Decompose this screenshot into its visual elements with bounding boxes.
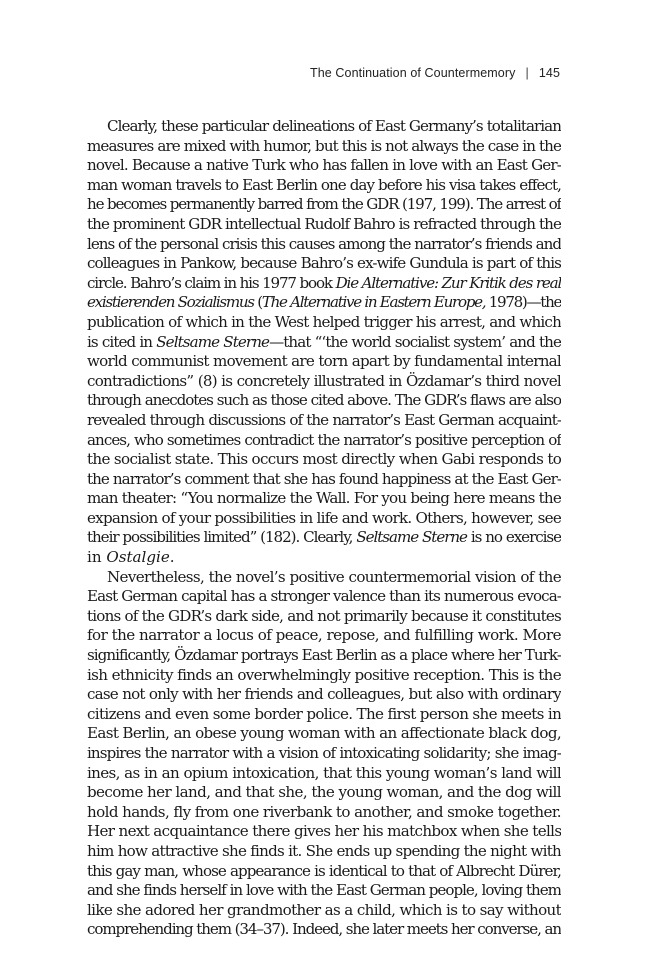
text-line: man woman travels to East Berlin one day before his visa takes effect,: [87, 175, 561, 194]
page-number: 145: [538, 66, 560, 80]
novel-title-italic: Seltsame Sterne: [156, 332, 270, 351]
text-line: comprehending them (34–37). Indeed, she later meets her converse, an: [87, 920, 561, 939]
text-run: .: [169, 548, 175, 567]
text-line: Clearly, these particular delineations of East Germany’s totalitarian: [107, 117, 561, 135]
text-line: hold hands, fly from one riverbank to another, and smoke together.: [87, 802, 561, 821]
text-line: lens of the personal crisis this causes among the narrator’s friends and: [87, 234, 561, 253]
text-run: 1978)—the: [485, 293, 561, 312]
novel-title-italic: Seltsame Sterne: [356, 528, 467, 547]
text-line: colleagues in Pankow, because Bahro’s ex-wife Gundula is part of this: [87, 254, 561, 273]
running-title: The Continuation of Countermemory: [309, 66, 516, 80]
text-line: novel. Because a native Turk who has fallen in love with an East Ger-: [87, 156, 561, 175]
text-line: measures are mixed with humor, but this is not always the case in the: [87, 136, 561, 155]
text-line: he becomes permanently barred from the GDR (197, 199). The arrest of: [87, 195, 561, 214]
text-line: contradictions” (8) is concretely illustrated in Özdamar’s third novel: [87, 371, 561, 390]
text-line: ish ethnicity finds an overwhelmingly positive reception. This is the: [87, 665, 561, 684]
paragraph-2: [87, 568, 561, 940]
text-line: inspires the narrator with a vision of intoxicating solidarity; she imag-: [87, 744, 561, 762]
text-line: through anecdotes such as those cited above. The GDR’s flaws are also: [87, 391, 561, 410]
text-line: ines, as in an opium intoxication, that this young woman’s land will: [87, 763, 561, 782]
text-line: publication of which in the West helped trigger his arrest, and which: [87, 312, 561, 331]
text-line: for the narrator a locus of peace, repose, and fulfilling work. More: [87, 626, 561, 645]
text-run: is no exercise: [466, 528, 561, 547]
term-italic: Ostalgie: [106, 548, 170, 567]
text-line: him how attractive she finds it. She ends up spending the night with: [87, 841, 561, 860]
text-line: the prominent GDR intellectual Rudolf Bahro is refracted through the: [87, 214, 561, 233]
text-run: circle. Bahro’s claim in his 1977 book: [87, 273, 336, 292]
text-run: is cited in: [87, 332, 157, 351]
text-line: like she adored her grandmother as a child, which is to say without: [87, 900, 561, 919]
text-run: in: [87, 548, 107, 567]
text-line: tions of the GDR’s dark side, and not primarily because it constitutes: [87, 606, 561, 625]
text-line: [87, 333, 561, 353]
book-title-italic: existierenden Sozialismus: [87, 293, 254, 312]
text-run: their possibilities limited” (182). Clearly,: [87, 528, 357, 547]
text-line: Her next acquaintance there gives her his matchbox when she tells: [87, 822, 561, 841]
text-run: (: [253, 293, 262, 312]
text-line: Nevertheless, the novel’s positive countermemorial vision of the: [107, 567, 561, 586]
text-line: citizens and even some border police. The first person she meets in: [87, 704, 561, 723]
text-line: the socialist state. This occurs most directly when Gabi responds to: [87, 450, 561, 469]
text-line: ances, who sometimes contradict the narrator’s positive perception of: [87, 430, 561, 449]
book-title-italic: The Alternative in Eastern Europe,: [261, 293, 486, 312]
text-line: case not only with her friends and colleagues, but also with ordinary: [87, 685, 561, 704]
text-line: [87, 528, 561, 548]
text-line: this gay man, whose appearance is identical to that of Albrecht Dürer,: [87, 861, 561, 880]
text-line: [87, 293, 561, 313]
text-line: [87, 548, 561, 568]
text-line: become her land, and that she, the young woman, and the dog will: [87, 783, 561, 802]
body-text: [87, 117, 561, 940]
text-line: man theater: “You normalize the Wall. For you being here means the: [87, 489, 561, 508]
text-line: revealed through discussions of the narrator’s East German acquaint-: [87, 410, 561, 429]
header-separator: |: [525, 66, 529, 80]
text-line: East Berlin, an obese young woman with an affectionate black dog,: [87, 724, 561, 743]
running-head: [310, 66, 560, 80]
text-line: the narrator’s comment that she has found happiness at the East Ger-: [87, 469, 561, 488]
text-line: and she finds herself in love with the East German people, loving them: [87, 881, 561, 900]
text-line: expansion of your possibilities in life and work. Others, however, see: [87, 508, 561, 527]
book-title-italic: Die Alternative: Zur Kritik des real: [335, 273, 561, 292]
text-line: East German capital has a stronger valence than its numerous evoca-: [87, 587, 561, 606]
text-line: significantly, Özdamar portrays East Berlin as a place where her Turk-: [87, 646, 561, 665]
text-line: [87, 274, 561, 294]
text-run: —that “‘the world socialist system’ and the: [269, 332, 561, 351]
paragraph-1: [87, 117, 561, 568]
text-line: world communist movement are torn apart by fundamental internal: [87, 352, 561, 371]
